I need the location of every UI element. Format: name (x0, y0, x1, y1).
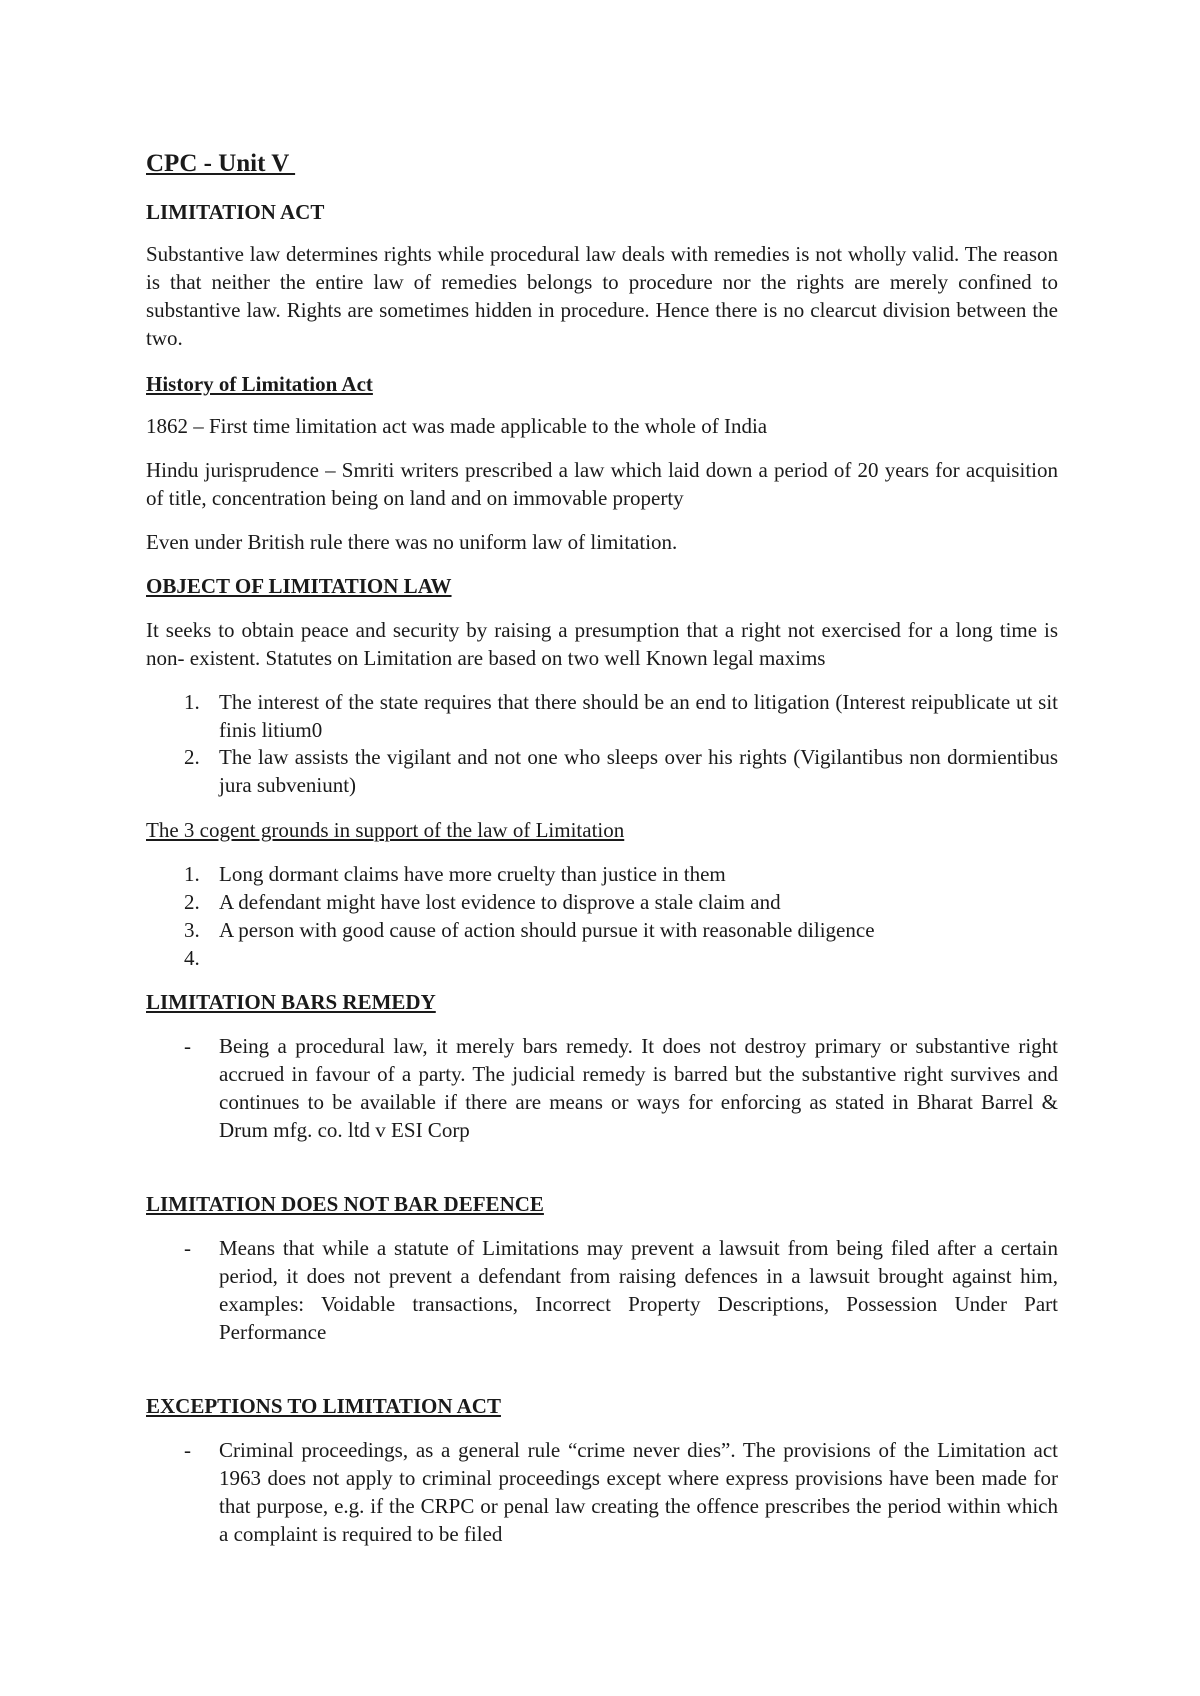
list-marker: 4. (184, 946, 200, 970)
heading-history: History of Limitation Act (146, 372, 373, 396)
list-item (146, 888, 1058, 916)
history-hindu: Hindu jurisprudence – Smriti writers prescribed a law which laid down a period of 20 years for acquisition of title, concentration being on land and on immovable property (146, 458, 1058, 510)
not-bar-defence-item (146, 1234, 1058, 1346)
heading-limitation-act: LIMITATION ACT (146, 200, 325, 224)
heading-exceptions: EXCEPTIONS TO LIMITATION ACT (146, 1394, 501, 1418)
list-item-text: A person with good cause of action should pursue it with reasonable diligence (219, 918, 875, 942)
bars-remedy-text: Being a procedural law, it merely bars remedy. It does not destroy primary or substantive right accrued in favour of a party. The judicial remedy is barred but the substantive right survives and continues to be available if there are means or ways for enforcing as stated in Bharat Barrel & Drum mfg. co. ltd v ESI Corp (219, 1034, 1058, 1142)
intro-paragraph: Substantive law determines rights while procedural law deals with remedies is not wholly valid. The reason is that neither the entire law of remedies belongs to procedure nor the rights are merely confined to substantive law. Rights are sometimes hidden in procedure. Hence there is no clearcut division between the two. (146, 242, 1058, 350)
list-item-text: A defendant might have lost evidence to disprove a stale claim and (219, 890, 781, 914)
list-marker: - (184, 1236, 191, 1260)
heading-object: OBJECT OF LIMITATION LAW (146, 574, 452, 598)
list-item (146, 688, 1058, 744)
list-item (146, 743, 1058, 799)
list-item (146, 860, 1058, 888)
list-marker: - (184, 1438, 191, 1462)
heading-bars-remedy: LIMITATION BARS REMEDY (146, 990, 436, 1014)
page-title: CPC - Unit V (146, 150, 296, 177)
history-british: Even under British rule there was no uniform law of limitation. (146, 530, 678, 554)
bars-remedy-item (146, 1032, 1058, 1144)
list-item-text: The law assists the vigilant and not one who sleeps over his rights (Vigilantibus non dormientibus jura subveniunt) (219, 745, 1058, 797)
object-paragraph: It seeks to obtain peace and security by raising a presumption that a right not exercised for a long time is non- existent. Statutes on Limitation are based on two well Known legal maxims (146, 618, 1058, 670)
history-1862: 1862 – First time limitation act was made applicable to the whole of India (146, 414, 768, 438)
list-item-text: The interest of the state requires that there should be an end to litigation (Interest reipublicate ut sit finis litium0 (219, 690, 1058, 742)
list-item (146, 916, 1058, 944)
list-marker: 2. (184, 890, 200, 914)
list-item-text: Long dormant claims have more cruelty than justice in them (219, 862, 726, 886)
not-bar-defence-text: Means that while a statute of Limitations may prevent a lawsuit from being filed after a certain period, it does not prevent a defendant from raising defences in a lawsuit brought against him, examples: Voidable transactions, Incorrect Property Descriptions, Possession Under Part Performance (219, 1236, 1058, 1344)
list-marker: 1. (184, 862, 200, 886)
exceptions-item (146, 1436, 1058, 1548)
list-marker: 3. (184, 918, 200, 942)
list-marker: - (184, 1034, 191, 1058)
cogent-grounds-heading: The 3 cogent grounds in support of the law of Limitation (146, 818, 625, 842)
heading-not-bar-defence: LIMITATION DOES NOT BAR DEFENCE (146, 1192, 544, 1216)
list-marker: 1. (184, 690, 200, 714)
list-marker: 2. (184, 745, 200, 769)
exceptions-text: Criminal proceedings, as a general rule “crime never dies”. The provisions of the Limitation act 1963 does not apply to criminal proceedings except where express provisions have been made for that purpose, e.g. if the CRPC or penal law creating the offence prescribes the period within which a complaint is required to be filed (219, 1438, 1058, 1546)
